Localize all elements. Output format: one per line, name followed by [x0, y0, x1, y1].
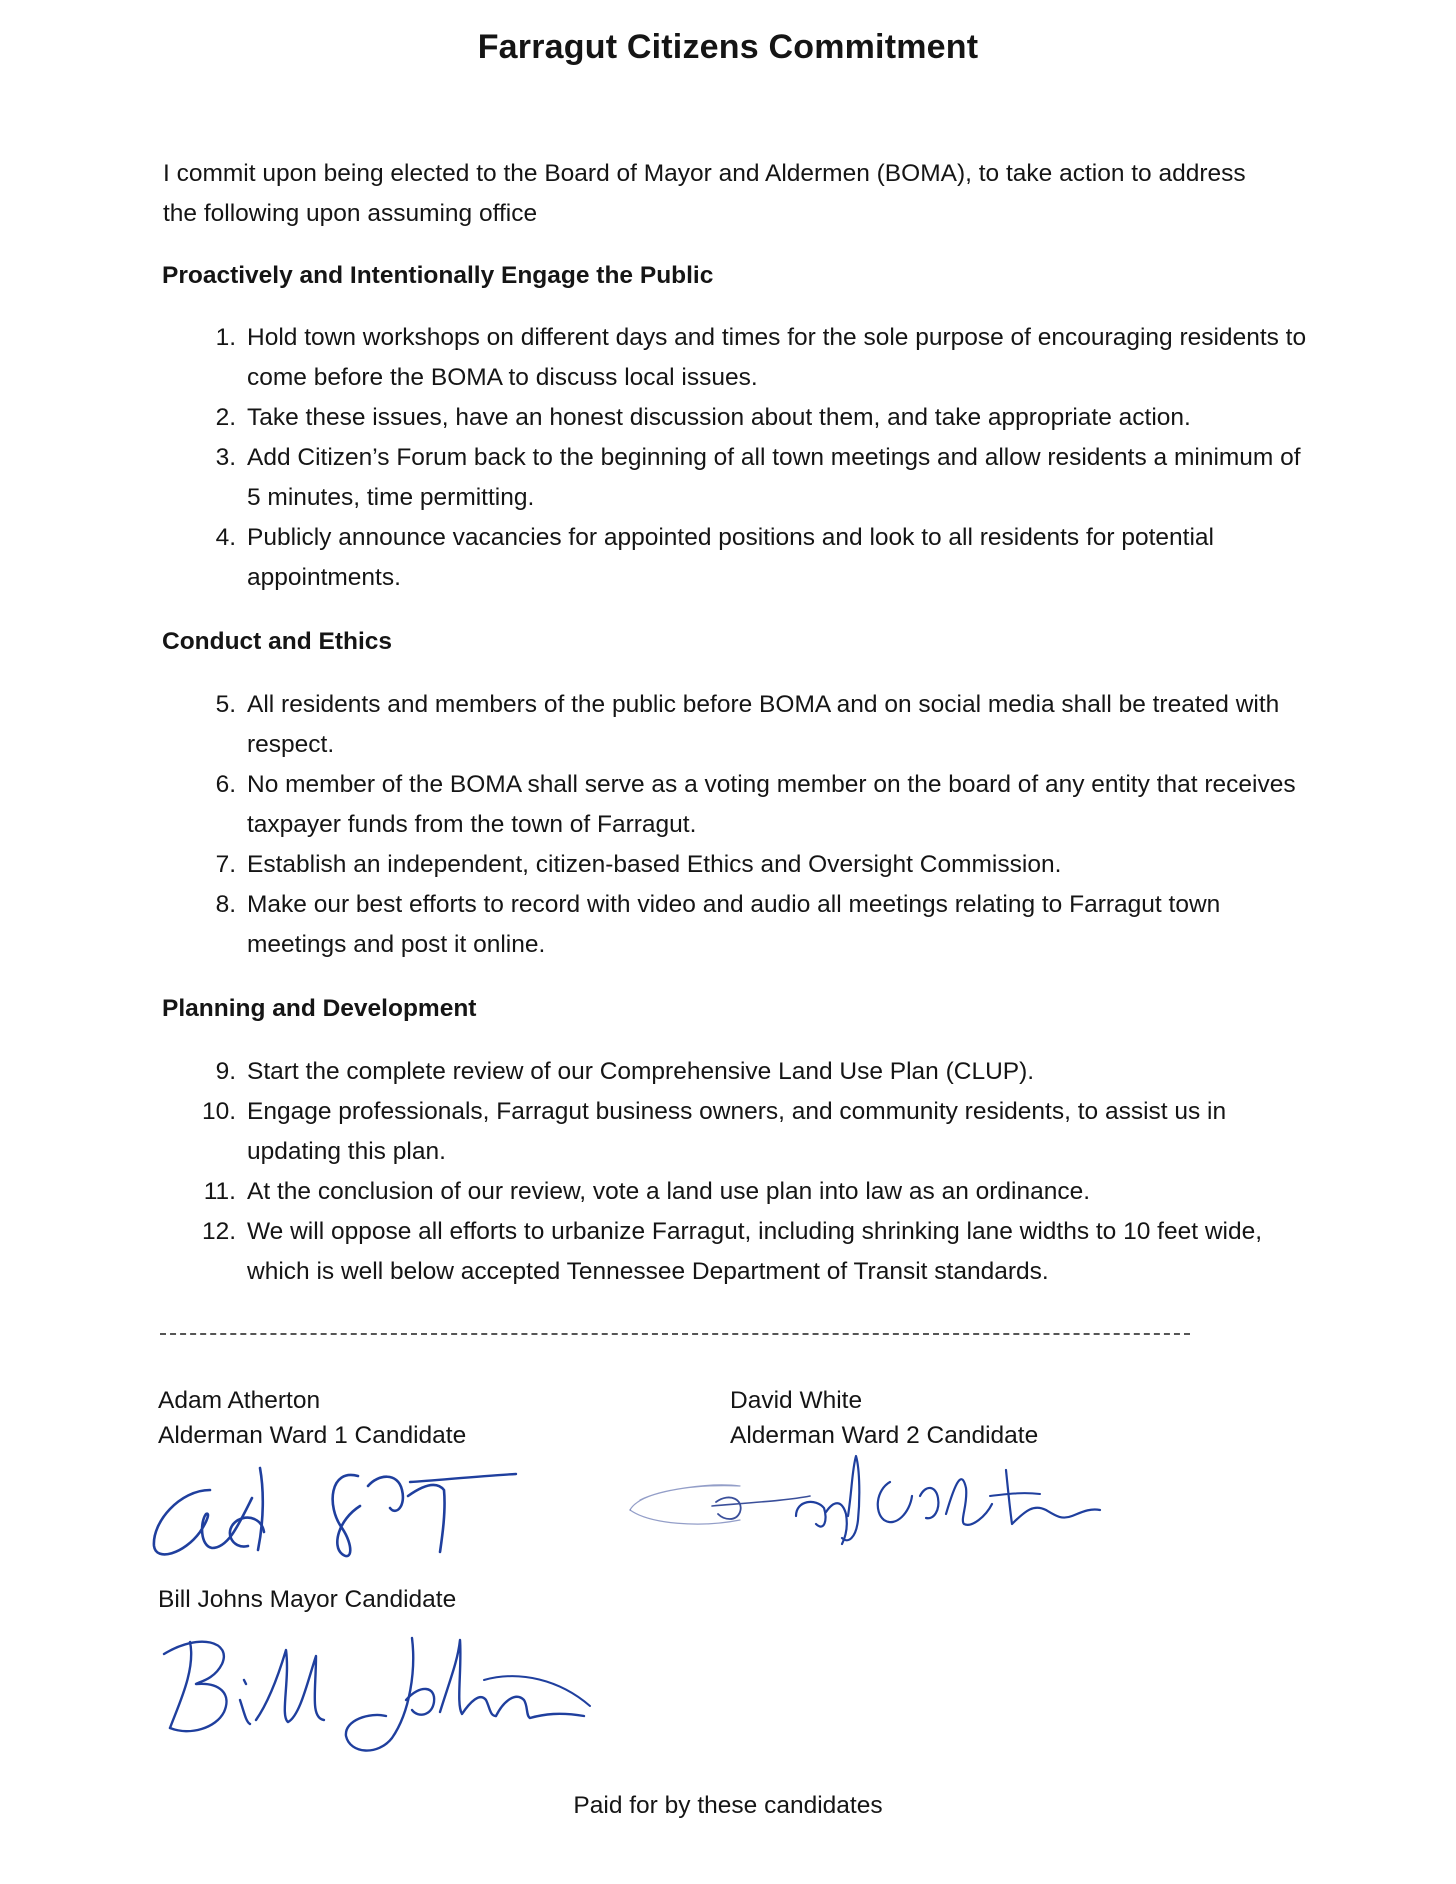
item-number: 10. — [201, 1098, 236, 1125]
signature-stroke — [240, 1680, 250, 1724]
candidate-name: David White — [730, 1387, 863, 1414]
signature-stroke — [842, 1456, 859, 1540]
signature-stroke — [826, 1503, 847, 1544]
item-number: 12. — [201, 1218, 236, 1245]
item-text: No member of the BOMA shall serve as a voting member on the board of any entity that receives taxpayer funds from the town of Farragut. — [247, 771, 1296, 838]
item-text: We will oppose all efforts to urbanize Farragut, including shrinking lane widths to 10 feet wide, which is well below accepted Tennessee Department of Transit standards. — [247, 1218, 1263, 1285]
candidate-role: Alderman Ward 2 Candidate — [730, 1422, 1039, 1449]
signature-stroke — [440, 1640, 496, 1716]
signature-stroke — [346, 1638, 413, 1751]
list-item — [162, 318, 1312, 398]
item-text: Engage professionals, Farragut business owners, and community residents, to assist us in updating this plan. — [247, 1098, 1227, 1165]
item-text: All residents and members of the public before BOMA and on social media shall be treated with respect. — [247, 691, 1280, 758]
item-text: Make our best efforts to record with video and audio all meetings relating to Farragut town meetings and post it online. — [247, 891, 1221, 958]
signature-stroke — [990, 1493, 1040, 1496]
section-heading-conduct-ethics: Conduct and Ethics — [162, 628, 393, 655]
document-title: Farragut Citizens Commitment — [477, 28, 979, 66]
list-item — [162, 518, 1312, 598]
signature-stroke — [496, 1697, 584, 1718]
item-number: 6. — [215, 771, 236, 798]
item-number: 7. — [215, 851, 236, 878]
item-number: 5. — [215, 691, 236, 718]
item-number: 1. — [215, 324, 236, 351]
candidate-name: Bill Johns Mayor Candidate — [158, 1586, 457, 1613]
candidate-name: Adam Atherton — [158, 1387, 321, 1414]
footer-disclaimer: Paid for by these candidates — [573, 1792, 883, 1819]
item-text: Add Citizen’s Forum back to the beginning of all town meetings and allow residents a minimum of 5 minutes, time permitting. — [247, 444, 1301, 511]
signature-stroke — [1006, 1470, 1100, 1524]
signature-stroke — [796, 1502, 826, 1527]
item-number: 11. — [203, 1178, 236, 1205]
candidate-block-mayor — [158, 1582, 456, 1617]
item-text: At the conclusion of our review, vote a land use plan into law as an ordinance. — [247, 1178, 1091, 1205]
list-item — [162, 845, 1312, 885]
signature-stroke — [408, 1485, 445, 1552]
list-item — [162, 438, 1312, 518]
list-item — [162, 1092, 1312, 1172]
section-list-conduct-ethics — [162, 685, 1312, 965]
candidate-role: Alderman Ward 1 Candidate — [158, 1422, 467, 1449]
item-text: Start the complete review of our Comprehensive Land Use Plan (CLUP). — [247, 1058, 1035, 1085]
list-item — [162, 685, 1312, 765]
signature-stroke — [368, 1477, 403, 1511]
list-item — [162, 765, 1312, 845]
candidate-block-ward-1 — [158, 1383, 466, 1453]
item-number: 3. — [215, 444, 236, 471]
section-list-engage-public — [162, 318, 1312, 598]
list-item — [162, 1212, 1312, 1292]
signature-stroke — [333, 1475, 360, 1556]
list-item — [162, 1172, 1312, 1212]
list-item — [162, 1052, 1312, 1092]
item-text: Hold town workshops on different days and times for the sole purpose of encouraging residents to come before the BOMA to discuss local issues. — [247, 324, 1307, 391]
item-text: Publicly announce vacancies for appointed positions and look to all residents for potential appointments. — [247, 524, 1214, 591]
signature-stroke — [716, 1497, 741, 1519]
dashed-divider — [160, 1333, 1190, 1335]
list-item — [162, 885, 1312, 965]
signature-stroke — [170, 1642, 191, 1728]
item-number: 2. — [215, 404, 236, 431]
signature-adam-atherton — [140, 1450, 560, 1570]
signature-bill-johns — [140, 1620, 600, 1760]
signature-stroke — [410, 1474, 516, 1482]
signature-stroke — [256, 1650, 324, 1722]
signature-david-white — [620, 1440, 1140, 1560]
signature-stroke — [920, 1488, 938, 1518]
section-heading-engage-public: Proactively and Intentionally Engage the Public — [162, 262, 714, 289]
item-number: 4. — [215, 524, 236, 551]
signature-stroke — [258, 1468, 263, 1550]
list-item — [162, 398, 1312, 438]
intro-paragraph: I commit upon being elected to the Board of Mayor and Aldermen (BOMA), to take action to address the following upon assuming office — [163, 160, 1246, 227]
item-text: Establish an independent, citizen-based Ethics and Oversight Commission. — [247, 851, 1062, 878]
signature-stroke — [946, 1479, 992, 1525]
section-heading-planning-development: Planning and Development — [162, 995, 477, 1022]
item-text: Take these issues, have an honest discussion about them, and take appropriate action. — [247, 404, 1191, 431]
item-number: 9. — [215, 1058, 236, 1085]
item-number: 8. — [215, 891, 236, 918]
signature-stroke — [484, 1676, 590, 1706]
signature-stroke — [878, 1482, 912, 1522]
section-list-planning-development — [162, 1052, 1312, 1292]
